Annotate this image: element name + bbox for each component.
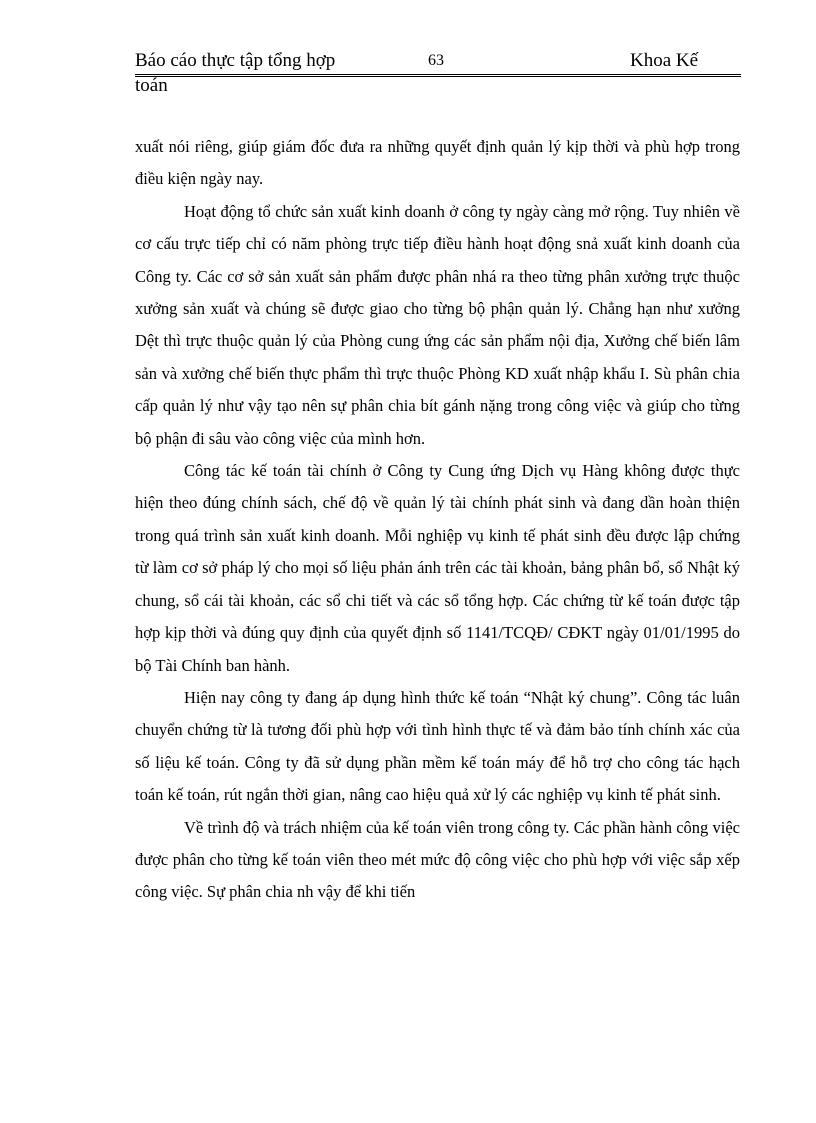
paragraph-4: Hiện nay công ty đang áp dụng hình thức kế toán “Nhật ký chung”. Công tác luân chuyển chứng từ là tương đối phù hợp với tình hình thực tế và đảm bảo tính chính xác của số liệu kế toán. Công ty đã sử dụng phần mềm kế toán máy để hỗ trợ cho công tác hạch toán kế toán, rút ngắn thời gian, nâng cao hiệu quả xử lý các nghiệp vụ kinh tế phát sinh. (135, 687, 740, 805)
paragraph-1: xuất nói riêng, giúp giám đốc đưa ra những quyết định quản lý kịp thời và phù hợp trong điều kiện ngày nay. (135, 137, 740, 189)
paragraph-2: Hoạt động tổ chức sản xuất kinh doanh ở công ty ngày càng mở rộng. Tuy nhiên về cơ cấu trực tiếp chỉ có năm phòng trực tiếp điều hành hoạt động snả xuất kinh doanh của Công ty. Các cơ sở sản xuất sản phẩm được phân nhá ra theo từng phân xưởng trực thuộc xưởng sản xuất và chúng sẽ được giao cho từng bộ phận quản lý. Chẳng hạn như xưởng Dệt thì trực thuộc quản lý của Phòng cung ứng các sản phẩm nội địa, Xưởng chế biến lâm sản và xưởng chế biến thực phẩm thì trực thuộc Phòng KD xuất nhập khẩu I. Sù phân chia cấp quản lý như vậy tạo nên sự phân chia bít gánh nặng trong công việc và giúp cho từng bộ phận đi sâu vào công việc của mình hơn. (135, 201, 740, 448)
document-body (135, 131, 740, 909)
page-number: 63 (428, 52, 444, 69)
header-department: Khoa Kế (630, 50, 699, 71)
header-department-continuation: toán (135, 75, 168, 96)
paragraph-3: Công tác kế toán tài chính ở Công ty Cung ứng Dịch vụ Hàng không được thực hiện theo đúng chính sách, chế độ về quản lý tài chính phát sinh và đang dần hoàn thiện trong quá trình sản xuất kinh doanh. Mỗi nghiệp vụ kinh tế phát sinh đều được lập chứng từ làm cơ sở pháp lý cho mọi số liệu phản ánh trên các tài khoản, bảng phân bổ, sổ Nhật ký chung, sổ cái tài khoản, các sổ chi tiết và các sổ tổng hợp. Các chứng từ kế toán được tập hợp kịp thời và đúng quy định của quyết định số 1141/TCQĐ/ CĐKT ngày 01/01/1995 do bộ Tài Chính ban hành. (135, 461, 740, 675)
page-header (135, 50, 741, 77)
header-report-title: Báo cáo thực tập tổng hợp (135, 50, 336, 71)
paragraph-5: Về trình độ và trách nhiệm của kế toán viên trong công ty. Các phần hành công việc được phân cho từng kế toán viên theo mét mức độ công việc cho phù hợp với việc sắp xếp công việc. Sự phân chia nh vậy để khi tiến (135, 817, 740, 902)
